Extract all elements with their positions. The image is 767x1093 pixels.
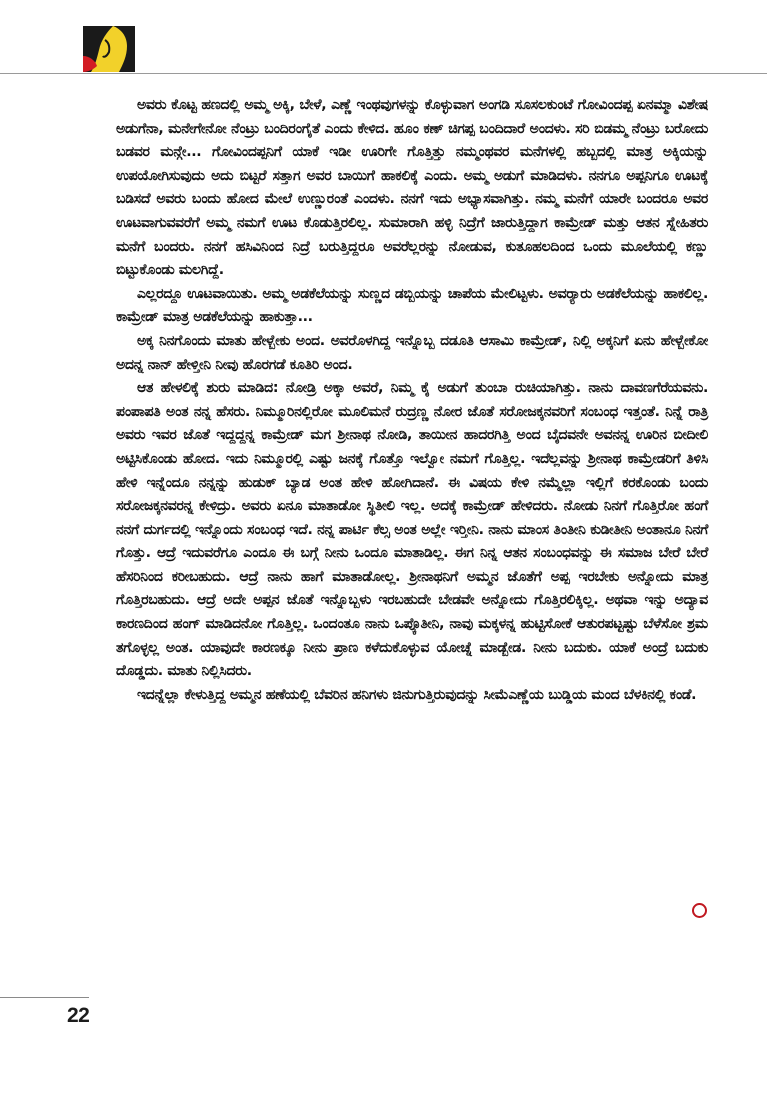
face-silhouette-logo bbox=[83, 26, 135, 72]
article-paragraph: ಇದನ್ನೆಲ್ಲಾ ಕೇಳುತ್ತಿದ್ದ ಅಮ್ಮನ ಹಣೆಯಲ್ಲಿ ಬೆವರಿನ ಹನಿಗಳು ಜಿನುಗುತ್ತಿರುವುದನ್ನು ಸೀಮೆಎಣ್ಣೆಯ ಬುಡ್ಡಿಯ ಮಂದ ಬೆಳಕಿನಲ್ಲಿ ಕಂಡೆ. bbox=[137, 686, 697, 703]
page-number: 22 bbox=[67, 1004, 90, 1027]
article-paragraph: ಎಲ್ಲರದ್ದೂ ಊಟವಾಯಿತು. ಅಮ್ಮ ಅಡಕೆಲೆಯನ್ನು ಸುಣ್ಣದ ಡಬ್ಬಿಯನ್ನು ಚಾಪೆಯ ಮೇಲಿಟ್ಟಳು. ಅವರ್‍ಯಾರು ಅಡಕೆಲೆಯನ್ನು ಹಾಕಲಿಲ್ಲ. ಕಾಮ್ರೇಡ್ ಮಾತ್ರ ಅಡಕೆಲೆಯನ್ನು ಹಾಕುತ್ತಾ... bbox=[116, 285, 708, 326]
circle-end-mark-icon bbox=[692, 903, 707, 918]
article-paragraph: ಅಕ್ಕ ನಿನಗೊಂದು ಮಾತು ಹೇಳ್ಬೇಕು ಅಂದ. ಅವರೊಳಗಿದ್ದ ಇನ್ನೊಬ್ಬ ದಡೂತಿ ಆಸಾಮಿ ಕಾಮ್ರೇಡ್, ನಿಲ್ಲಿ ಅಕ್ಕನಿಗೆ ಏನು ಹೇಳ್ಬೇಕೋ ಅದನ್ನ ನಾನ್ ಹೇಳ್ತೀನಿ ನೀವು ಹೊರಗಡೆ ಕೂತಿರಿ ಅಂದ. bbox=[116, 332, 708, 373]
article-body bbox=[116, 94, 708, 707]
footer-divider bbox=[0, 997, 89, 998]
article-paragraph: ಅವರು ಕೊಟ್ಟ ಹಣದಲ್ಲಿ ಅಮ್ಮ ಅಕ್ಕಿ, ಬೇಳೆ, ಎಣ್ಣೆ ಇಂಥವುಗಳನ್ನು ಕೊಳ್ಳುವಾಗ ಅಂಗಡಿ ಸೂಸಲಕುಂಟೆ ಗೋವಿಂದಪ್ಪ ಏನಮ್ಮಾ ವಿಶೇಷ ಅಡುಗೆನಾ, ಮನೇಗೇನೋ ನೆಂಟ್ರು ಬಂದಿರಂಗೈತೆ ಎಂದು ಕೇಳಿದ. ಹೂಂ ಕಣ್ ಚಿಗಪ್ಪ ಬಂದಿದಾರೆ ಅಂದಳು. ಸರಿ ಬಿಡಮ್ಮ ನೆಂಟ್ರು ಬರೋದು ಬಡವರ ಮನ್ಗೇ... ಗೋವಿಂದಪ್ಪನಿಗೆ ಯಾಕೆ ಇಡೀ ಊರಿಗೇ ಗೊತ್ತಿತ್ತು ನಮ್ಮಂಥವರ ಮನೆಗಳಲ್ಲಿ ಹಬ್ಬದಲ್ಲಿ ಮಾತ್ರ ಅಕ್ಕಿಯನ್ನು ಉಪಯೋಗಿಸುವುದು ಅದು ಬಿಟ್ಟರೆ ಸತ್ತಾಗ ಅವರ ಬಾಯಿಗೆ ಹಾಕಲಿಕ್ಕೆ ಎಂದು. ಅಮ್ಮ ಅಡುಗೆ ಮಾಡಿದಳು. ನನಗೂ ಅಪ್ಪನಿಗೂ ಊಟಕ್ಕೆ ಬಡಿಸದೆ ಅವರು ಬಂದು ಹೋದ ಮೇಲೆ ಉಣ್ಣುರಂತೆ ಎಂದಳು. ನನಗೆ ಇದು ಅಭ್ಯಾಸವಾಗಿತ್ತು. ನಮ್ಮ ಮನೆಗೆ ಯಾರೇ ಬಂದರೂ ಅವರ ಊಟವಾಗುವವರೆಗೆ ಅಮ್ಮ ನಮಗೆ ಊಟ ಕೊಡುತ್ತಿರಲಿಲ್ಲ. ಸುಮಾರಾಗಿ ಹಳ್ಳಿ ನಿದ್ರೆಗೆ ಜಾರುತ್ತಿದ್ದಾಗ ಕಾಮ್ರೇಡ್ ಮತ್ತು ಆತನ ಸ್ನೇಹಿತರು ಮನೆಗೆ ಬಂದರು. ನನಗೆ ಹಸಿವಿನಿಂದ ನಿದ್ರೆ ಬರುತ್ತಿದ್ದರೂ ಅವರೆಲ್ಲರನ್ನು ನೋಡುವ, ಕುತೂಹಲದಿಂದ ಒಂದು ಮೂಲೆಯಲ್ಲಿ ಕಣ್ಣು ಬಿಟ್ಟುಕೊಂಡು ಮಲಗಿದ್ದೆ. bbox=[116, 97, 708, 279]
article-paragraph: ಆತ ಹೇಳಲಿಕ್ಕೆ ಶುರು ಮಾಡಿದ: ನೋಡ್ರಿ ಅಕ್ಕಾ ಅವರೆ, ನಿಮ್ಮ ಕೈ ಅಡುಗೆ ತುಂಬಾ ರುಚಿಯಾಗಿತ್ತು. ನಾನು ದಾವಣಗೆರೆಯವನು. ಪಂಪಾಪತಿ ಅಂತ ನನ್ನ ಹೆಸರು. ನಿಮ್ಮೂರಿನಲ್ಲಿರೋ ಮೂಲಿಮನೆ ರುದ್ರಣ್ಣ ನೋರ ಜೊತೆ ಸರೋಜಕ್ಕನವರಿಗೆ ಸಂಬಂಧ ಇತ್ತಂತೆ. ನಿನ್ನೆ ರಾತ್ರಿ ಅವರು ಇವರ ಜೊತೆ ಇದ್ದದ್ದನ್ನ ಕಾಮ್ರೇಡ್ ಮಗ ಶ್ರೀನಾಥ ನೋಡಿ, ತಾಯೀನ ಹಾದರಗಿತ್ತಿ ಅಂದ ಬೈದವನೇ ಅವನನ್ನ ಊರಿನ ಬೀದೀಲಿ ಅಟ್ಟಿಸಿಕೊಂಡು ಹೋದ. ಇದು ನಿಮ್ಮೂರಲ್ಲಿ ಎಷ್ಟು ಜನಕ್ಕೆ ಗೊತ್ತೊ ಇಲ್ವೋ ನಮಗೆ ಗೊತ್ತಿಲ್ಲ. ಇದೆಲ್ಲವನ್ನು ಶ್ರೀನಾಥ ಕಾಮ್ರೇಡರಿಗೆ ತಿಳಿಸಿ ಹೇಳಿ ಇನ್ನೆಂದೂ ನನ್ನನ್ನು ಹುಡುಕ್ ಬ್ಯಾಡ ಅಂತ ಹೇಳಿ ಹೋಗಿದಾನೆ. ಈ ವಿಷಯ ಕೇಳಿ ನಮ್ಮೆಲ್ಲಾ ಇಲ್ಲಿಗೆ ಕರಕೊಂಡು ಬಂದು ಸರೋಜಕ್ಕನವರನ್ನ ಕೇಳಿದ್ರು. ಅವರು ಏನೂ ಮಾತಾಡೋ ಸ್ಥಿತೀಲಿ ಇಲ್ಲ. ಅದಕ್ಕೆ ಕಾಮ್ರೇಡ್ ಹೇಳಿದರು. ನೋಡು ನಿನಗೆ ಗೊತ್ತಿರೋ ಹಂಗೆ ನನಗೆ ದುರ್ಗದಲ್ಲಿ ಇನ್ನೊಂದು ಸಂಬಂಧ ಇದೆ. ನನ್ನ ಪಾರ್ಟಿ ಕೆಲ್ಸ ಅಂತ ಅಲ್ಲೇ ಇರ್‍ತೀನಿ. ನಾನು ಮಾಂಸ ತಿಂತೀನಿ ಕುಡೀತೀನಿ ಅಂತಾನೂ ನಿನಗೆ ಗೊತ್ತು. ಆದ್ರೆ ಇದುವರೆಗೂ ಎಂದೂ ಈ ಬಗ್ಗೆ ನೀನು ಒಂದೂ ಮಾತಾಡಿಲ್ಲ. ಈಗ ನಿನ್ನ ಆತನ ಸಂಬಂಧವನ್ನು ಈ ಸಮಾಜ ಬೇರೆ ಬೇರೆ ಹೆಸರಿನಿಂದ ಕರೀಬಹುದು. ಆದ್ರೆ ನಾನು ಹಾಗೆ ಮಾತಾಡೋಲ್ಲ. ಶ್ರೀನಾಥನಿಗೆ ಅಮ್ಮನ ಜೊತೆಗೆ ಅಪ್ಪ ಇರಬೇಕು ಅನ್ನೋದು ಮಾತ್ರ ಗೊತ್ತಿರಬಹುದು. ಆದ್ರೆ ಅದೇ ಅಪ್ಪನ ಜೊತೆ ಇನ್ನೊಬ್ಬಳು ಇರಬಹುದೇ ಬೇಡವೇ ಅನ್ನೋದು ಗೊತ್ತಿರಲಿಕ್ಕಿಲ್ಲ. ಅಥವಾ ಇನ್ನು ಅದ್ಯಾವ ಕಾರಣದಿಂದ ಹಂಗ್ ಮಾಡಿದನೋ ಗೊತ್ತಿಲ್ಲ. ಒಂದಂತೂ ನಾನು ಒಪ್ಕೊತೀನಿ, ನಾವು ಮಕ್ಕಳನ್ನ ಹುಟ್ಟಿಸೋಕೆ ಆತುರಪಟ್ಟಷ್ಟು ಬೆಳೆಸೋ ಶ್ರಮ ತಗೊಳ್ಳಲ್ಲ ಅಂತ. ಯಾವುದೇ ಕಾರಣಕ್ಕೂ ನೀನು ಪ್ರಾಣ ಕಳೆದುಕೊಳ್ಳುವ ಯೋಚ್ನೆ ಮಾಡ್ಬೇಡ. ನೀನು ಬದುಕು. ಯಾಕೆ ಅಂದ್ರೆ ಬದುಕು ದೊಡ್ಡದು. ಮಾತು ನಿಲ್ಲಿಸಿದರು. bbox=[116, 380, 708, 680]
logo-graphic bbox=[83, 26, 135, 72]
header-divider bbox=[0, 73, 767, 74]
